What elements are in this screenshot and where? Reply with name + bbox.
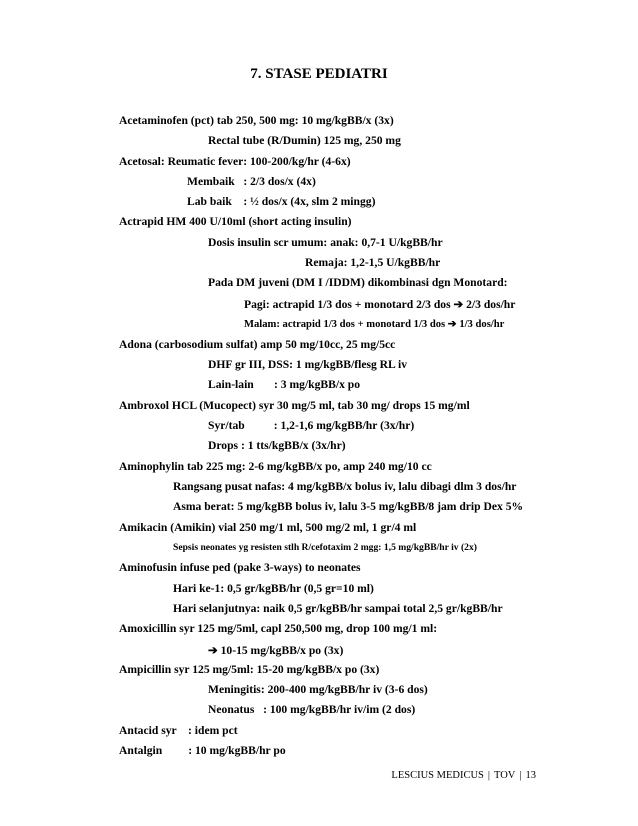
footer-separator: | <box>519 770 522 781</box>
line-rectal-tube: Rectal tube (R/Dumin) 125 mg, 250 mg <box>208 134 401 147</box>
line-aminophylin: Aminophylin tab 225 mg: 2-6 mg/kgBB/x po, amp 240 mg/10 cc <box>119 460 432 473</box>
line-dhf: DHF gr III, DSS: 1 mg/kgBB/flesg RL iv <box>208 358 408 371</box>
footer-separator: | <box>487 770 490 781</box>
line-asma-berat: Asma berat: 5 mg/kgBB bolus iv, lalu 3-5 mg/kgBB/8 jam drip Dex 5% <box>173 500 524 513</box>
line-hari-selanjutnya: Hari selanjutnya: naik 0,5 gr/kgBB/hr sampai total 2,5 gr/kgBB/hr <box>173 602 503 615</box>
line-aminofusin: Aminofusin infuse ped (pake 3-ways) to neonates <box>119 561 361 574</box>
line-ampicillin: Ampicillin syr 125 mg/5ml: 15-20 mg/kgBB/x po (3x) <box>119 663 380 676</box>
line-malam: Malam: actrapid 1/3 dos + monotard 1/3 dos ➔ 1/3 dos/hr <box>244 319 505 330</box>
line-acetaminofen: Acetaminofen (pct) tab 250, 500 mg: 10 mg/kgBB/x (3x) <box>119 114 394 127</box>
line-pagi: Pagi: actrapid 1/3 dos + monotard 2/3 dos ➔ 2/3 dos/hr <box>244 298 516 311</box>
line-amikacin: Amikacin (Amikin) vial 250 mg/1 ml, 500 mg/2 ml, 1 gr/4 ml <box>119 521 417 534</box>
line-hari-ke-1: Hari ke-1: 0,5 gr/kgBB/hr (0,5 gr=10 ml) <box>173 582 374 595</box>
page-footer <box>391 770 536 781</box>
line-syr-tab: Syr/tab : 1,2-1,6 mg/kgBB/hr (3x/hr) <box>208 419 415 432</box>
page-title: 7. STASE PEDIATRI <box>250 66 388 82</box>
line-dm-juveni: Pada DM juveni (DM I /IDDM) dikombinasi dgn Monotard: <box>208 276 508 289</box>
line-actrapid: Actrapid HM 400 U/10ml (short acting insulin) <box>119 215 352 228</box>
line-sepsis: Sepsis neonates yg resisten stlh R/cefotaxim 2 mgg: 1,5 mg/kgBB/hr iv (2x) <box>173 542 477 553</box>
line-remaja: Remaja: 1,2-1,5 U/kgBB/hr <box>305 256 441 269</box>
line-antalgin: Antalgin : 10 mg/kgBB/hr po <box>119 744 286 757</box>
line-acetosal: Acetosal: Reumatic fever: 100-200/kg/hr (4-6x) <box>119 155 351 168</box>
line-meningitis: Meningitis: 200-400 mg/kgBB/hr iv (3-6 dos) <box>208 683 428 696</box>
line-membaik: Membaik : 2/3 dos/x (4x) <box>187 175 316 188</box>
footer-page-number: 13 <box>525 770 536 781</box>
line-neonatus: Neonatus : 100 mg/kgBB/hr iv/im (2 dos) <box>208 703 416 716</box>
line-amoxicillin: Amoxicillin syr 125 mg/5ml, capl 250,500 mg, drop 100 mg/1 ml: <box>119 622 438 635</box>
line-amoxicillin-dose: ➔ 10-15 mg/kgBB/x po (3x) <box>208 644 344 657</box>
line-antacid: Antacid syr : idem pct <box>119 724 238 737</box>
line-dosis-insulin: Dosis insulin scr umum: anak: 0,7-1 U/kgBB/hr <box>208 236 443 249</box>
footer-author: LESCIUS MEDICUS <box>391 770 484 781</box>
line-lain-lain: Lain-lain : 3 mg/kgBB/x po <box>208 378 361 391</box>
line-ambroxol: Ambroxol HCL (Mucopect) syr 30 mg/5 ml, tab 30 mg/ drops 15 mg/ml <box>119 399 470 412</box>
line-drops: Drops : 1 tts/kgBB/x (3x/hr) <box>208 439 346 452</box>
line-rangsang: Rangsang pusat nafas: 4 mg/kgBB/x bolus iv, lalu dibagi dlm 3 dos/hr <box>173 480 517 493</box>
line-adona: Adona (carbosodium sulfat) amp 50 mg/10cc, 25 mg/5cc <box>119 338 396 351</box>
line-lab-baik: Lab baik : ½ dos/x (4x, slm 2 mingg) <box>187 195 376 208</box>
footer-section: TOV <box>494 770 516 781</box>
